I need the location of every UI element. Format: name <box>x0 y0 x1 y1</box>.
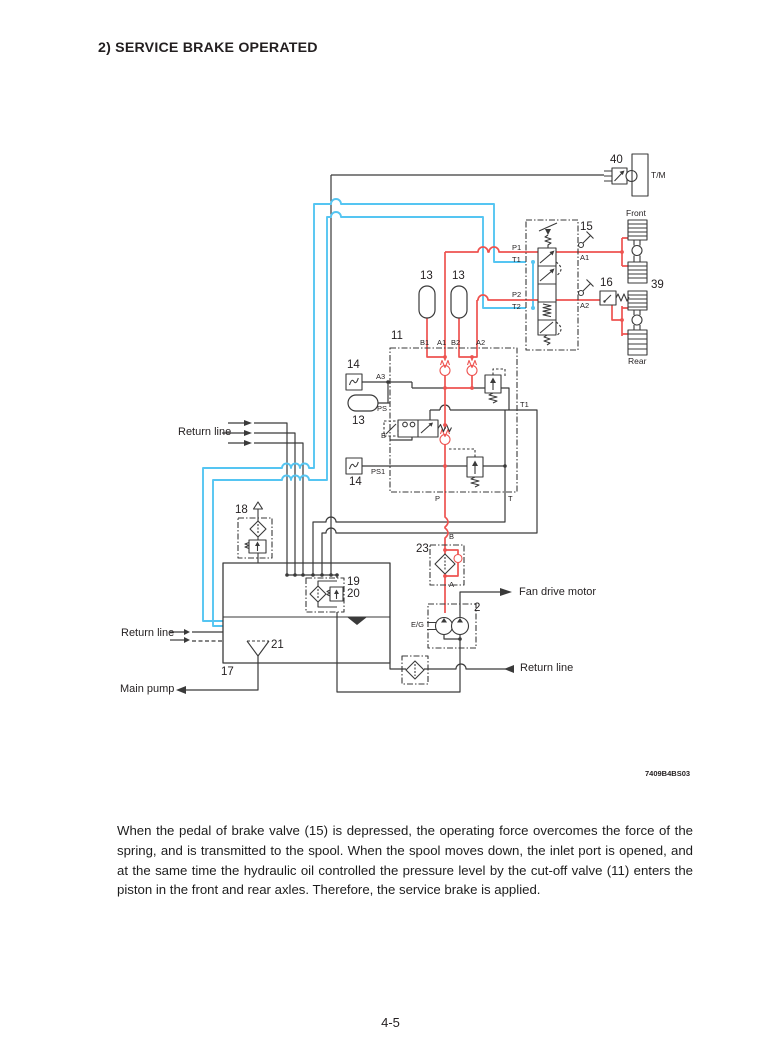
label-front: Front <box>626 208 646 218</box>
label-return-left: Return line <box>121 627 175 639</box>
page-number: 4-5 <box>381 1015 400 1030</box>
return-top-arrow-2 <box>244 430 252 436</box>
front-axle <box>628 220 647 283</box>
label-t1-block: T1 <box>520 400 529 409</box>
return-top-arrow-3 <box>244 440 252 446</box>
label-18: 18 <box>235 504 248 516</box>
label-a2-block: A2 <box>476 338 486 347</box>
label-a2-brake: A2 <box>580 301 590 310</box>
oil-level-mark <box>347 617 367 625</box>
flow-arrows <box>176 420 514 694</box>
pressure-switch-16 <box>600 291 629 305</box>
fan-drive-arrow <box>500 588 512 596</box>
label-23: 23 <box>416 543 429 555</box>
label-t2-brake: T2 <box>512 302 521 311</box>
label-a-23: A <box>449 580 455 589</box>
label-t1-brake: T1 <box>512 255 521 264</box>
label-fan-drive-motor: Fan drive motor <box>519 586 597 598</box>
figure-code: 7409B4BS03 <box>645 769 691 778</box>
label-a3: A3 <box>376 372 386 381</box>
filter-23 <box>430 545 464 585</box>
label-13-acc2: 13 <box>452 270 465 282</box>
label-14-bottom: 14 <box>349 476 362 488</box>
label-p1: P1 <box>512 243 522 252</box>
return-line-t2 <box>213 212 526 626</box>
label-21: 21 <box>271 639 284 651</box>
label-return-top: Return line <box>178 426 232 438</box>
label-t-port: T <box>508 494 513 503</box>
label-b2: B2 <box>451 338 461 347</box>
strainer-21 <box>247 641 269 656</box>
cut-off-valve-11 <box>384 348 517 492</box>
label-17: 17 <box>221 666 234 678</box>
label-39: 39 <box>651 279 664 291</box>
return-top-arrow-1 <box>244 420 252 426</box>
return-left-arrow-1 <box>184 629 190 635</box>
label-11: 11 <box>391 330 403 342</box>
label-20: 20 <box>347 588 360 600</box>
body-paragraph: When the pedal of brake valve (15) is depressed, the operating force overcomes the force of the spring, and is transmitted to the spool. When the spool moves down, the inlet port is opened, and at the same time the hydraulic oil controlled the pressure level by the cut-off valve (11) enters the piston in the front and rear axles. Therefore, the service brake is applied. <box>117 823 693 898</box>
label-rear: Rear <box>628 356 647 366</box>
label-p2: P2 <box>512 290 522 299</box>
return-right-arrow <box>504 665 514 673</box>
label-b1: B1 <box>420 338 430 347</box>
label-19: 19 <box>347 576 360 588</box>
label-ps: PS <box>377 404 388 413</box>
label-a1-brake: A1 <box>580 253 590 262</box>
label-a1-block: A1 <box>437 338 447 347</box>
label-2: 2 <box>474 602 481 614</box>
label-14-top: 14 <box>347 359 360 371</box>
return-left-arrow-2 <box>184 637 190 643</box>
label-b-23: B <box>449 532 455 541</box>
label-40: 40 <box>610 154 623 166</box>
label-b-block: B <box>381 431 387 440</box>
pump-2 <box>427 604 476 648</box>
rear-axle <box>628 291 647 355</box>
label-eg: E/G <box>411 620 424 629</box>
label-15: 15 <box>580 221 593 233</box>
brake-valve-15 <box>526 220 594 350</box>
main-pump-arrow <box>176 686 186 694</box>
label-main-pump: Main pump <box>120 683 175 695</box>
return-filter-19-20 <box>306 578 344 612</box>
label-p-port: P <box>435 494 441 503</box>
label-ps1: PS1 <box>371 467 386 476</box>
label-13-acc1: 13 <box>420 270 433 282</box>
label-return-right: Return line <box>520 662 574 674</box>
filter-22 <box>402 656 428 684</box>
page-title: 2) SERVICE BRAKE OPERATED <box>98 40 318 56</box>
label-tm: T/M <box>651 170 666 180</box>
label-13-acc3: 13 <box>352 415 365 427</box>
label-16: 16 <box>600 277 613 289</box>
return-lines-blue <box>203 199 533 626</box>
